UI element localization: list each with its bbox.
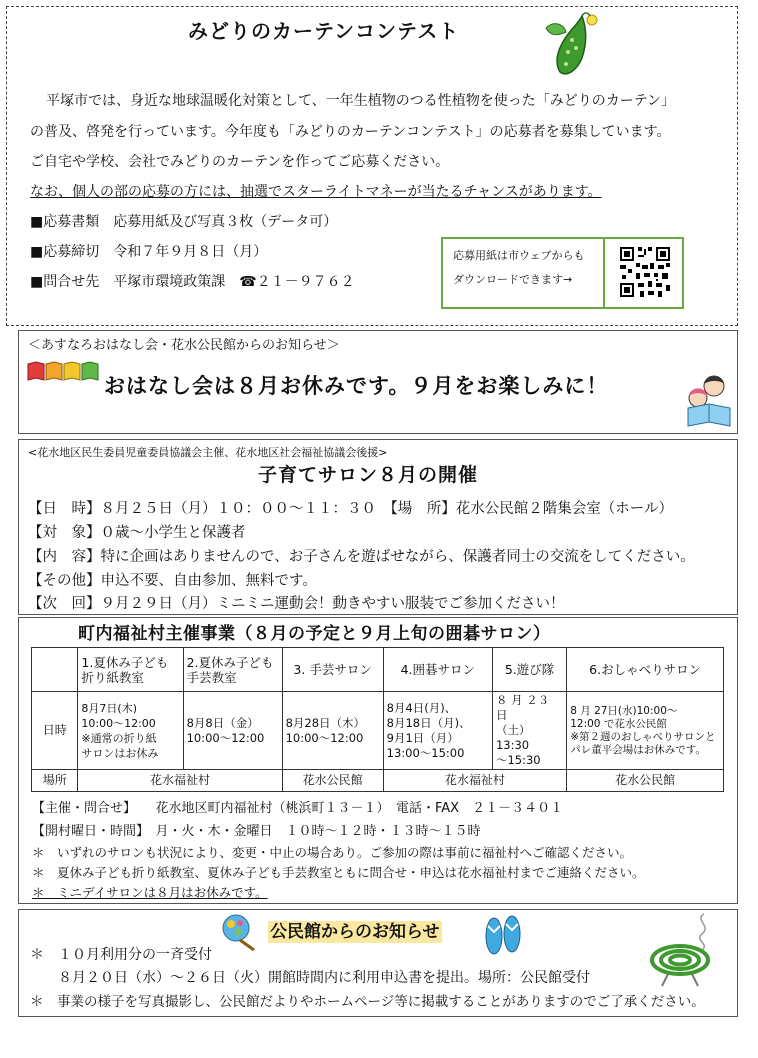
- kominkan-line-3: ＊ 事業の様子を写真撮影し、公民館だよりやホームページ等に掲載することがありますのでご了承ください。: [30, 994, 705, 1010]
- salon-line-4: 【その他】申込不要、自由参加、無料です。: [28, 573, 317, 589]
- date-craft-salon: 8月28日（木） 10:00～12:00: [282, 692, 383, 770]
- place-2: 花水公民館: [282, 770, 383, 792]
- curtain-para-4: なお、個人の部の応募の方には、抽選でスターライトマネーが当たるチャンスがあります。: [30, 184, 602, 200]
- qr-code-icon[interactable]: [618, 245, 672, 299]
- curtain-contact: ■問合せ先 平塚市環境政策課 ☎２１－９７６２: [30, 274, 355, 290]
- date-asobitai: ８ 月 ２３ 日 （土）13:30 ～15:30: [492, 692, 566, 770]
- kominkan-line-2: ８月２０日（水）～２６日（火）開館時間内に利用申込書を提出。場所：公民館受付: [58, 970, 590, 986]
- welfare-note-1: ＊ いずれのサロンも状況により、変更・中止の場合あり。ご参加の際は事前に福祉村へご確認ください。: [32, 845, 633, 860]
- fan-icon: [214, 912, 262, 952]
- row-label-date: 日時: [32, 692, 78, 770]
- date-go-salon: 8月4日(月)、 8月18日（月)、 9月1日（月） 13:00～15:00: [383, 692, 492, 770]
- welfare-hours: 【開村曜日・時間】 月・火・木・金曜日 １０時～１２時・１３時～１５時: [32, 824, 481, 839]
- story-header: ＜あすなろおはなし会・花水公民館からのお知らせ＞: [28, 338, 340, 353]
- header-go-salon: 4.囲碁サロン: [383, 648, 492, 692]
- header-craft-salon: 3. 手芸サロン: [282, 648, 383, 692]
- curtain-deadline: ■応募締切 令和７年９月８日（月）: [30, 244, 268, 260]
- download-text-1: 応募用紙は市ウェブからも: [453, 249, 585, 262]
- salon-line-1: 【日 時】８月２５日（月）１０：００～１１：３０ 【場 所】花水公民館２階集会室（ホール）: [28, 501, 673, 517]
- welfare-schedule-table: [31, 647, 724, 792]
- kominkan-title: 公民館からのお知らせ: [270, 922, 440, 942]
- curtain-para-2: の普及、啓発を行っています。今年度も「みどりのカーテンコンテスト」の応募者を募集しています。: [30, 124, 671, 140]
- place-4: 花水公民館: [567, 770, 724, 792]
- goya-icon: [538, 10, 602, 80]
- download-divider: [603, 239, 605, 307]
- welfare-title: 町内福祉村主催事業（８月の予定と９月上旬の囲碁サロン）: [78, 624, 551, 644]
- children-reading-icon: [684, 372, 734, 430]
- place-1: 花水福祉村: [78, 770, 282, 792]
- header-origami: 1.夏休み子ども折り紙教室: [78, 648, 183, 692]
- curtain-para-1: 平塚市では、身近な地球温暖化対策として、一年生植物のつる性植物を使った「みどりのカーテン」: [46, 93, 676, 109]
- download-text-2: ダウンロードできます→: [453, 273, 573, 286]
- salon-line-5: 【次 回】９月２９日（月）ミニミニ運動会！動きやすい服装でご参加ください！: [28, 596, 565, 612]
- header-craft: 2.夏休み子ども手芸教室: [183, 648, 282, 692]
- row-label-place: 場所: [32, 770, 78, 792]
- curtain-para-3: ご自宅や学校、会社でみどりのカーテンを作ってご応募ください。: [30, 154, 450, 170]
- date-chat-salon: 8 月 27日(水)10:00～ 12:00 で花水公民館 ※第２週のおしゃべりサロンとパレ董平会場はお休みです。: [567, 692, 724, 770]
- salon-line-2: 【対 象】０歳～小学生と保護者: [28, 525, 246, 541]
- header-asobitai: 5.遊び隊: [492, 648, 566, 692]
- welfare-host: 【主催・問合せ】 花水地区町内福祉村（桃浜町１３－１） 電話・FAX ２１－３４０１: [32, 801, 564, 816]
- date-origami: 8月7日(木) 10:00～12:00 ※通常の折り紙 サロンはお休み: [78, 692, 183, 770]
- salon-title: 子育てサロン８月の開催: [258, 464, 479, 486]
- mosquito-coil-icon: [646, 912, 720, 988]
- salon-sponsor: <花水地区民生委員児童委員協議会主催、花水地区社会福祉協議会後援>: [28, 446, 388, 459]
- kominkan-line-1: ＊ １０月利用分の一斉受付: [30, 947, 212, 963]
- table-corner: [32, 648, 78, 692]
- header-chat-salon: 6.おしゃべりサロン: [567, 648, 724, 692]
- books-icon: [26, 358, 102, 382]
- story-headline: おはなし会は８月お休みです。９月をお楽しみに！: [104, 374, 609, 398]
- date-craft: 8月8日（金） 10:00～12:00: [183, 692, 282, 770]
- salon-line-3: 【内 容】特に企画はありませんので、お子さんを遊ばせながら、保護者同士の交流をしてください。: [28, 549, 695, 565]
- place-3: 花水福祉村: [383, 770, 567, 792]
- curtain-docs: ■応募書類 応募用紙及び写真３枚（データ可）: [30, 214, 338, 230]
- welfare-note-2: ＊ 夏休み子ども折り紙教室、夏休み子ども手芸教室ともに問合せ・申込は花水福祉村までご連絡ください。: [32, 865, 645, 880]
- sandals-icon: [482, 912, 524, 958]
- welfare-note-3: ＊ ミニデイサロンは８月はお休みです。: [32, 885, 268, 900]
- curtain-title: みどりのカーテンコンテスト: [188, 19, 460, 43]
